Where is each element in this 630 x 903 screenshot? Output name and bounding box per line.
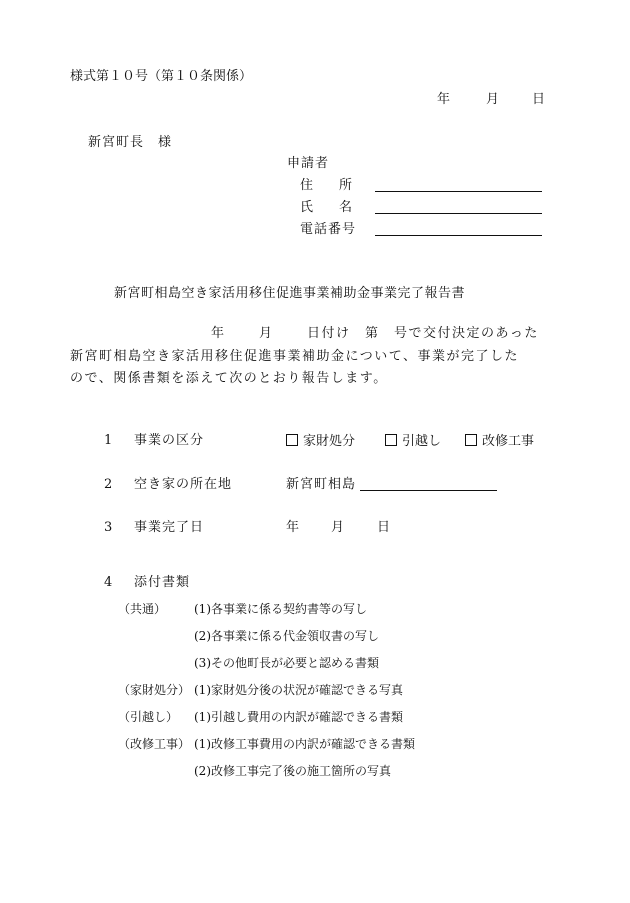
- attachment-item: (1)家財処分後の状況が確認できる写真: [194, 683, 403, 697]
- date-month-label: 月: [486, 92, 500, 107]
- item1-number: 1: [104, 433, 113, 448]
- phone-label: 電話番号: [300, 222, 357, 237]
- address-line: [375, 191, 542, 192]
- completion-day: 日: [377, 520, 391, 535]
- checkbox-kaishu[interactable]: [465, 434, 477, 446]
- completion-year: 年: [286, 520, 300, 535]
- intro-year: 年: [211, 326, 225, 341]
- option-kazai: [286, 434, 355, 448]
- item4-label: 添付書類: [134, 575, 191, 590]
- location-prefix: 新宮町相島: [286, 477, 357, 492]
- applicant-heading: 申請者: [287, 156, 330, 171]
- item1-label: 事業の区分: [134, 433, 205, 448]
- attachment-item: (2)改修工事完了後の施工箇所の写真: [194, 764, 391, 778]
- addressee: 新宮町長 様: [88, 135, 173, 150]
- completion-month: 月: [331, 520, 345, 535]
- form-number: 様式第１０号（第１０条関係）: [70, 69, 253, 84]
- attachment-category: （家財処分）: [118, 683, 191, 697]
- attachment-item: (1)改修工事費用の内訳が確認できる書類: [194, 737, 415, 751]
- item3-label: 事業完了日: [134, 520, 205, 535]
- attachment-category: （共通）: [118, 602, 167, 616]
- intro-line3: ので、関係書類を添えて次のとおり報告します。: [70, 371, 388, 386]
- option-kazai-label: 家財処分: [303, 434, 356, 449]
- item3-number: 3: [104, 520, 113, 535]
- date-day-label: 日: [532, 92, 546, 107]
- attachment-category: （改修工事）: [118, 737, 191, 751]
- attachment-item: (1)各事業に係る契約書等の写し: [194, 602, 367, 616]
- phone-line: [375, 235, 542, 236]
- option-hikkoshi-label: 引越し: [402, 434, 442, 449]
- option-kaishu-label: 改修工事: [482, 434, 535, 449]
- date-year-label: 年: [437, 92, 451, 107]
- intro-month: 月: [259, 326, 273, 341]
- item2-number: 2: [104, 477, 113, 492]
- item2-label: 空き家の所在地: [134, 477, 233, 492]
- checkbox-hikkoshi[interactable]: [385, 434, 397, 446]
- address-label: 住 所: [300, 178, 353, 193]
- attachment-item: (2)各事業に係る代金領収書の写し: [194, 629, 379, 643]
- name-line: [375, 213, 542, 214]
- attachment-item: (1)引越し費用の内訳が確認できる書類: [194, 710, 403, 724]
- checkbox-kazai[interactable]: [286, 434, 298, 446]
- item4-number: 4: [104, 575, 113, 590]
- document-title: 新宮町相島空き家活用移住促進事業補助金事業完了報告書: [114, 286, 466, 301]
- attachment-category: （引越し）: [118, 710, 179, 724]
- option-hikkoshi: [385, 434, 441, 448]
- location-line: [360, 490, 497, 491]
- intro-line2: 新宮町相島空き家活用移住促進事業補助金について、事業が完了した: [70, 349, 519, 364]
- option-kaishu: [465, 434, 534, 448]
- name-label: 氏 名: [300, 200, 353, 215]
- attachment-item: (3)その他町長が必要と認める書類: [194, 656, 379, 670]
- intro-line1-rest: 日付け 第 号で交付決定のあった: [307, 326, 539, 341]
